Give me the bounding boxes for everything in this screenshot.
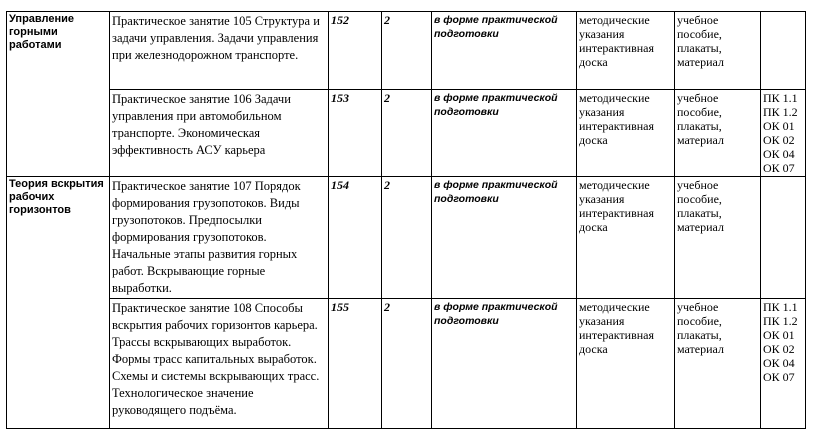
lesson-hours: 2 (382, 177, 432, 299)
lesson-number: 152 (329, 12, 382, 90)
competency-code: ПК 1.2 (763, 105, 798, 119)
lesson-materials: учебное пособие, плакаты, материал (675, 177, 761, 299)
competency-code: ПК 1.1 (763, 300, 798, 314)
competency-code: ОК 02 (763, 342, 795, 356)
table-row (7, 90, 806, 177)
competency-code: ПК 1.1 (763, 91, 798, 105)
lesson-description: Практическое занятие 106 Задачи управления при автомобильном транспорте. Экономическая эффективность АСУ карьера (110, 90, 329, 177)
lesson-materials: учебное пособие, плакаты, материал (675, 12, 761, 90)
lesson-form: в форме практической подготовки (432, 90, 577, 177)
lesson-number: 153 (329, 90, 382, 177)
competency-code: ОК 02 (763, 133, 795, 147)
lesson-number: 155 (329, 299, 382, 429)
table-row (7, 177, 806, 299)
lesson-form: в форме практической подготовки (432, 177, 577, 299)
competency-code: ОК 01 (763, 119, 795, 133)
table-row (7, 299, 806, 429)
lesson-methods: методические указания интерактивная доска (577, 299, 675, 429)
lesson-methods: методические указания интерактивная доска (577, 12, 675, 90)
lesson-number: 154 (329, 177, 382, 299)
lesson-methods: методические указания интерактивная доска (577, 177, 675, 299)
competency-code: ОК 04 (763, 147, 795, 161)
competencies-cell (761, 177, 806, 299)
topic-cell: Теория вскрытия рабочих горизонтов (7, 177, 110, 429)
lesson-description: Практическое занятие 105 Структура и задачи управления. Задачи управления при железнодорожном транспорте. (110, 12, 329, 90)
lesson-hours: 2 (382, 12, 432, 90)
competencies-cell (761, 299, 806, 429)
lesson-hours: 2 (382, 299, 432, 429)
lesson-materials: учебное пособие, плакаты, материал (675, 90, 761, 177)
competency-code: ОК 07 (763, 161, 795, 175)
competency-code: ПК 1.2 (763, 314, 798, 328)
lesson-methods: методические указания интерактивная доска (577, 90, 675, 177)
lesson-hours: 2 (382, 90, 432, 177)
competencies-cell (761, 90, 806, 177)
table-row (7, 12, 806, 90)
topic-cell: Управление горными работами (7, 12, 110, 177)
lesson-plan-table (6, 11, 806, 429)
competency-code: ОК 01 (763, 328, 795, 342)
lesson-description: Практическое занятие 107 Порядок формирования грузопотоков. Виды грузопотоков. Предпосылки формирования грузопотоков. Начальные этапы развития горных работ. Вскрывающие горные выработки. (110, 177, 329, 299)
lesson-form: в форме практической подготовки (432, 299, 577, 429)
competency-code: ОК 04 (763, 356, 795, 370)
lesson-description: Практическое занятие 108 Способы вскрытия рабочих горизонтов карьера. Трассы вскрывающих выработок. Формы трасс капитальных выработок. Схемы и системы вскрывающих трасс. Технологическое значение руководящего подъёма. (110, 299, 329, 429)
lesson-form: в форме практической подготовки (432, 12, 577, 90)
competency-code: ОК 07 (763, 370, 795, 384)
lesson-materials: учебное пособие, плакаты, материал (675, 299, 761, 429)
competencies-cell (761, 12, 806, 90)
